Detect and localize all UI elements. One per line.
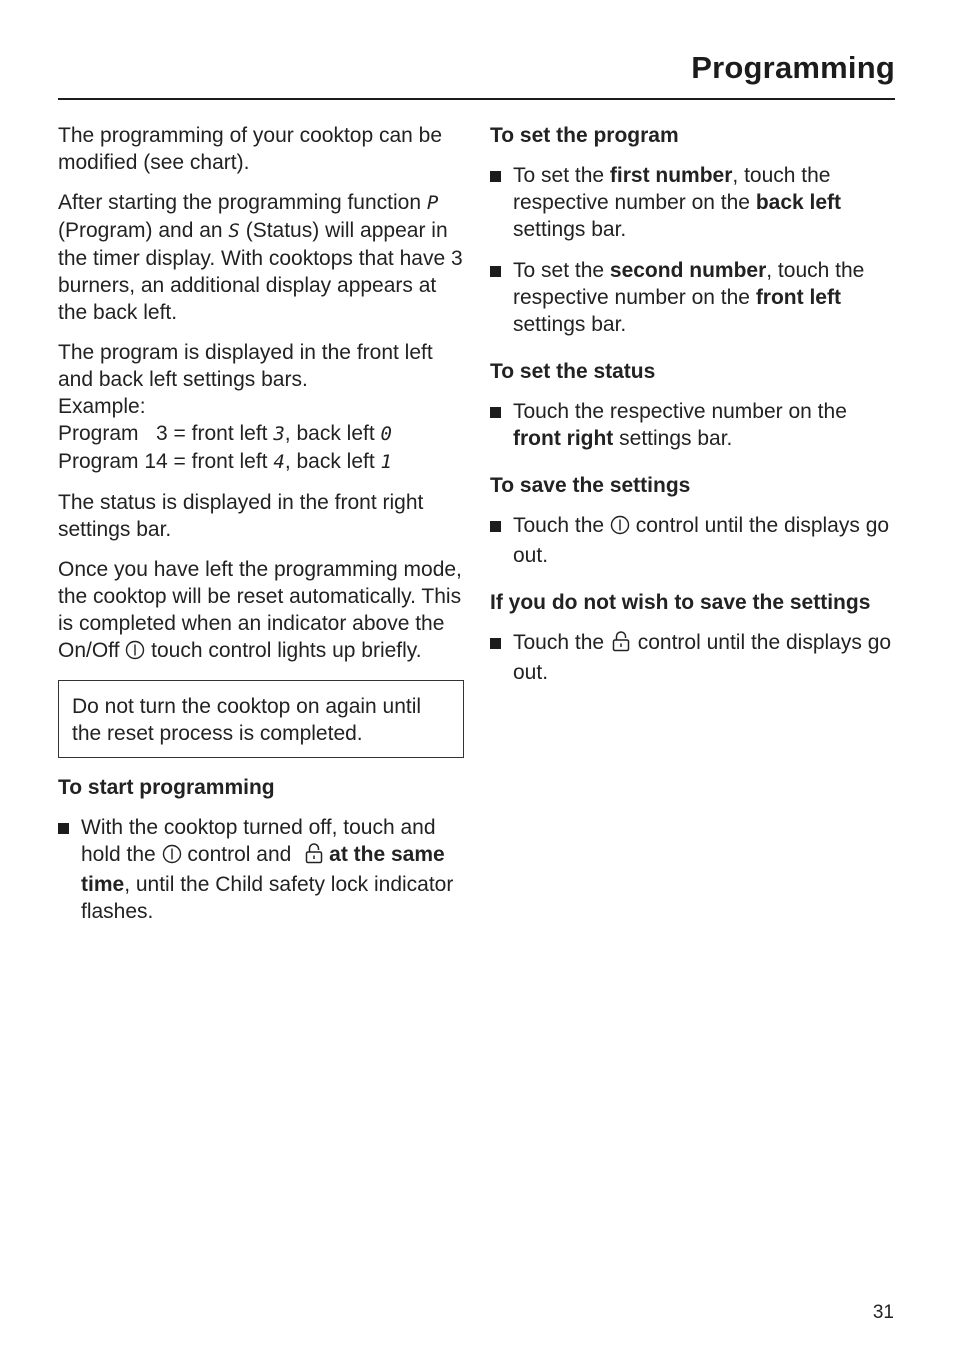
lock-icon [612,630,630,659]
power-icon [125,640,145,667]
bullet-square [490,638,501,649]
set-second-number-step: To set the second number, touch the respective number on the front left settings bar. [490,257,900,338]
bullet-square [490,521,501,532]
status-symbol: S [228,220,240,242]
title-divider [58,98,895,100]
example-line-1: Program 3 = front left 3, back left 0 [58,422,392,445]
bullet-square [490,407,501,418]
start-paragraph: After starting the programming function P (Program) and an S (Status) will appear in the timer display. With cooktops that have 3 burners, an additional display appears at the back left. [58,191,463,324]
program-symbol: P [426,192,439,214]
lock-icon [305,842,323,871]
bullet-square [490,171,501,182]
bullet-square [490,266,501,277]
save-settings-step: Touch the control until the displays go out. [490,512,900,569]
power-icon [162,844,182,871]
note-box [58,680,464,758]
example-label: Example: [58,395,146,418]
set-program-heading: To set the program [490,124,679,147]
power-icon [610,515,630,542]
save-settings-heading: To save the settings [490,474,691,497]
start-programming-step: With the cooktop turned off, touch and hold the control and at the same time, until the Child safety lock indicator flashes. [58,814,464,925]
no-save-heading: If you do not wish to save the settings [490,591,871,614]
reset-paragraph: Once you have left the programming mode, the cooktop will be reset automatically. This is completed when an indicator above the On/Off touch control lights up briefly. [58,556,464,667]
status-paragraph: The status is displayed in the front right settings bar. [58,491,424,541]
start-programming-heading: To start programming [58,776,275,799]
page-title: Programming [691,50,895,85]
example-line-2: Program 14 = front left 4, back left 1 [58,450,392,473]
left-column [58,122,464,939]
set-first-number-step: To set the first number, touch the respective number on the back left settings bar. [490,162,900,243]
bullet-square [58,823,69,834]
no-save-step: Touch the control until the displays go out. [490,629,900,686]
page-number: 31 [872,1302,894,1323]
set-status-step: Touch the respective number on the front right settings bar. [490,398,900,452]
intro-paragraph: The programming of your cooktop can be modified (see chart). [58,124,443,174]
set-status-heading: To set the status [490,360,656,383]
note-text: Do not turn the cooktop on again until the reset process is completed. [72,695,422,745]
right-column [490,122,900,700]
display-paragraph: The program is displayed in the front left and back left settings bars. Example: Program 3 = front left 3, back left 0 Program 14 = front left 4, back left 1 [58,341,433,473]
